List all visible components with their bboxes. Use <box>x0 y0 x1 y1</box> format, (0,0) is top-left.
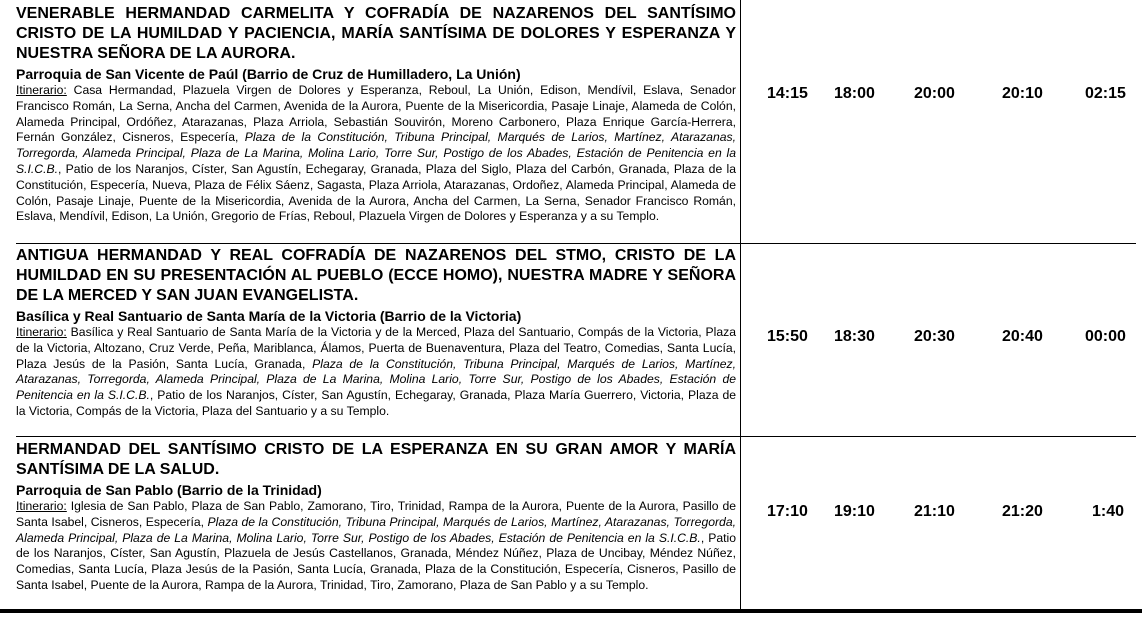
time-departure: 14:15 <box>767 85 808 102</box>
time-official-route-end: 20:10 <box>1002 85 1043 102</box>
itinerary-official-route: Plaza de la Constitución, Tribuna Principal, Marqués de Larios, Martínez, Atarazanas, Torregorda, Alameda Principal, Plaza de La Marina, Molina Lario, Torre Sur, Postigo de los Abades, Estación de Penitencia en la S.I.C.B. <box>16 130 736 176</box>
time-return: 1:40 <box>1092 503 1125 520</box>
itinerary <box>16 325 736 420</box>
time-departure: 17:10 <box>767 503 808 520</box>
brotherhood-info <box>16 440 736 594</box>
itinerary-text: Basílica y Real Santuario de Santa María de la Victoria y de la Merced, Plaza del Santuario, Compás de la Victoria, Plaza de la Victoria, Altozano, Cruz Verde, Peña, Mariblanca, Álamos, Puerta de Buenaventura, Plaza del Teatro, Comedias, Santa Lucía, Plaza Jesús de la Pasión, Santa Lucía, Granada, <box>16 325 736 371</box>
brotherhood-title: HERMANDAD DEL SANTÍSIMO CRISTO DE LA ESPERANZA EN SU GRAN AMOR Y MARÍA SANTÍSIMA DE LA SALUD. <box>16 441 736 478</box>
time-official-route-start: 18:30 <box>834 328 875 345</box>
time-return: 02:15 <box>1085 85 1126 102</box>
procession-row-3 <box>16 440 1136 610</box>
itinerary-text: , Patio de los Naranjos, Císter, San Agustín, Echegaray, Granada, Plaza María Guerrero, Victoria, Plaza de la Victoria, Compás de la Victoria, Plaza del Santuario y a su Templo. <box>16 388 736 418</box>
brotherhood-title: ANTIGUA HERMANDAD Y REAL COFRADÍA DE NAZARENOS DEL STMO, CRISTO DE LA HUMILDAD EN SU PRESENTACIÓN AL PUEBLO (ECCE HOMO), NUESTRA MADRE Y SEÑORA DE LA MERCED Y SAN JUAN EVANGELISTA. <box>16 247 736 304</box>
row-divider <box>16 243 1136 244</box>
itinerary-text: , Patio de los Naranjos, Císter, San Agustín, Echegaray, Granada, Plaza del Siglo, Plaza del Carbón, Granada, Plaza de la Constitución, Especería, Nueva, Plaza de Félix Sáenz, Sagasta, Plaza Arriola, Atarazanas, Ordoñez, Alameda Principal, Alameda de Colón, Pasaje Linaje, Puente de la Misericordia, Avenida de la Aurora, Ancha del Carmen, La Serna, Senador Francisco Román, Eslava, Mendívil, Edison, La Unión, Gregorio de Frías, Reboul, Plazuela Virgen de Dolores y Esperanza y a su Templo. <box>16 161 736 224</box>
brotherhood-info <box>16 246 736 420</box>
itinerary-official-route: Plaza de la Constitución, Tribuna Principal, Marqués de Larios, Martínez, Atarazanas, Torregorda, Alameda Principal, Plaza de La Marina, Molina Lario, Torre Sur, Postigo de los Abades, Estación de Penitencia en la S.I.C.B. <box>16 356 736 403</box>
time-return: 00:00 <box>1085 328 1126 345</box>
time-official-route-end: 21:20 <box>1002 503 1043 520</box>
itinerary-label: Itinerario: <box>16 325 67 339</box>
itinerary <box>16 499 736 594</box>
time-tribune: 20:00 <box>914 85 955 102</box>
time-departure: 15:50 <box>767 328 808 345</box>
brotherhood-info <box>16 4 736 225</box>
itinerary-text: , Patio de los Naranjos, Císter, San Agustín, Plazuela de Jesús Castellanos, Granada, Méndez Núñez, Plaza de Uncibay, Méndez Núñez, Comedias, Santa Lucía, Plaza Jesús de la Pasión, Santa Lucía, Granada, Plaza de la Constitución, Especería, Cisneros, Pasillo de Santa Isabel, Puente de la Aurora, Rampa de la Aurora, Trinidad, Tiro, Zamorano, Plaza de San Pablo y a su Templo. <box>16 530 736 592</box>
table-bottom-rule <box>0 609 1142 613</box>
time-tribune: 21:10 <box>914 503 955 520</box>
parish-name: Basílica y Real Santuario de Santa María de la Victoria (Barrio de la Victoria) <box>16 308 522 324</box>
itinerary-official-route: Plaza de la Constitución, Tribuna Principal, Marqués de Larios, Martínez, Atarazanas, Torregorda, Alameda Principal, Plaza de La Marina, Molina Lario, Torre Sur, Postigo de los Abades, Estación de Penitencia en la S.I.C.B. <box>16 514 736 545</box>
itinerary-text: Casa Hermandad, Plazuela Virgen de Dolores y Esperanza, Reboul, La Unión, Edison, Mendívil, Eslava, Senador Francisco Román, La Serna, Ancha del Carmen, Avenida de la Aurora, Puente de la Misericordia, Pasaje Linaje, Alameda de Colón, Alameda Principal, Ordóñez, Atarazanas, Plaza Arriola, Sebastián Souvirón, Moreno Carbonero, Plaza Enrique García-Herrera, Fernán González, Cisneros, Especería, <box>16 83 736 145</box>
itinerary <box>16 83 736 225</box>
time-official-route-start: 19:10 <box>834 503 875 520</box>
parish-name: Parroquia de San Vicente de Paúl (Barrio de Cruz de Humilladero, La Unión) <box>16 66 521 82</box>
itinerary-label: Itinerario: <box>16 499 67 513</box>
procession-row-2 <box>16 246 1136 435</box>
itinerary-text: Iglesia de San Pablo, Plaza de San Pablo, Zamorano, Tiro, Trinidad, Rampa de la Aurora, Puente de la Aurora, Pasillo de Santa Isabel, Cisneros, Especería, <box>16 499 736 529</box>
column-divider <box>740 0 741 610</box>
procession-row-1 <box>16 4 1136 242</box>
row-divider <box>16 436 1136 437</box>
time-official-route-end: 20:40 <box>1002 328 1043 345</box>
time-official-route-start: 18:00 <box>834 85 875 102</box>
itinerary-label: Itinerario: <box>16 83 67 97</box>
time-tribune: 20:30 <box>914 328 955 345</box>
brotherhood-title: VENERABLE HERMANDAD CARMELITA Y COFRADÍA DE NAZARENOS DEL SANTÍSIMO CRISTO DE LA HUMILDAD Y PACIENCIA, MARÍA SANTÍSIMA DE DOLORES Y ESPERANZA Y NUESTRA SEÑORA DE LA AURORA. <box>16 5 736 62</box>
parish-name: Parroquia de San Pablo (Barrio de la Trinidad) <box>16 482 322 498</box>
